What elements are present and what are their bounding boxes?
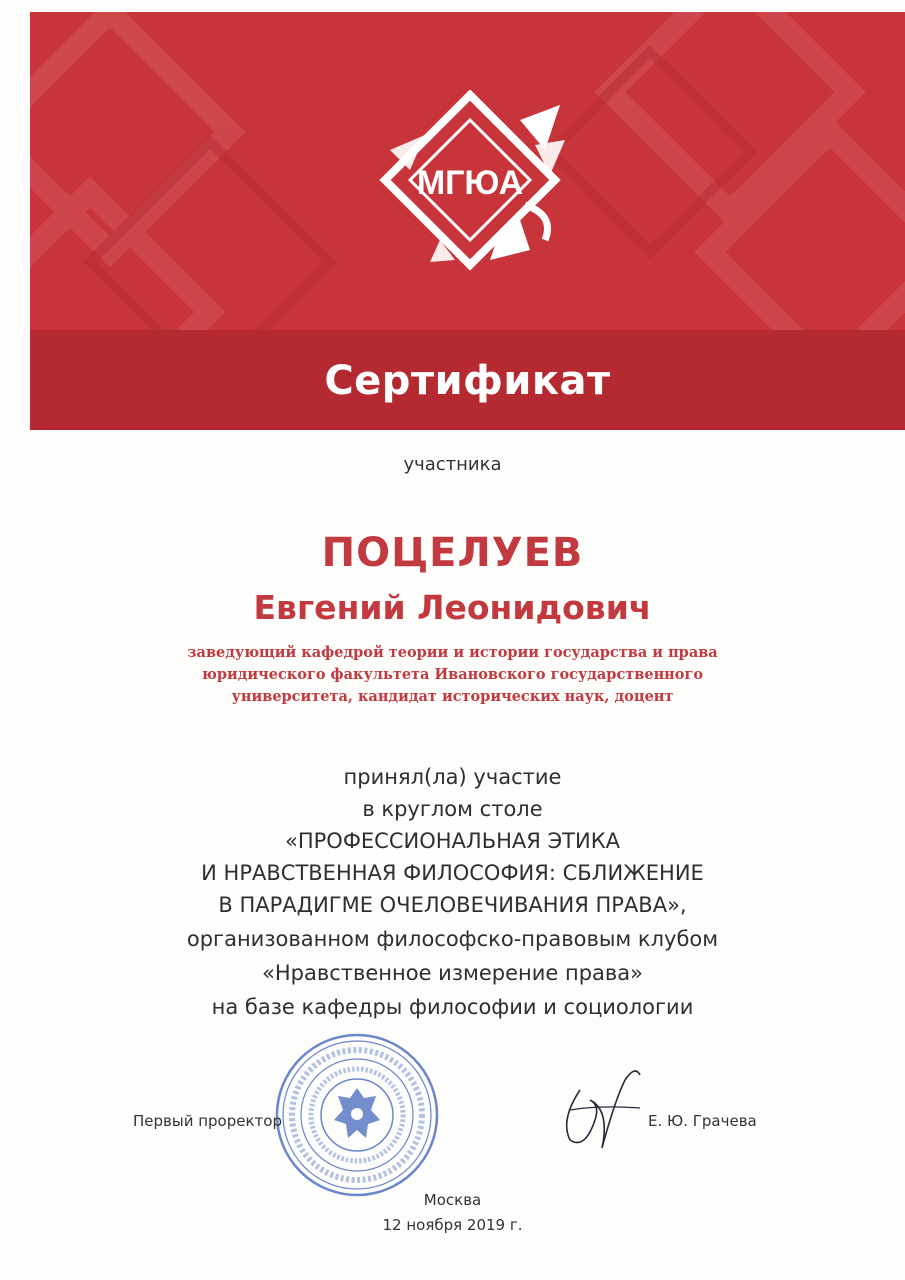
- participant-given-names: Евгений Леонидович: [253, 588, 652, 627]
- event-title-line: «ПРОФЕССИОНАЛЬНАЯ ЭТИКА: [285, 829, 620, 853]
- signatory-name: Е. Ю. Грачева: [648, 1112, 757, 1130]
- body-text-line: принял(ла) участие: [343, 765, 562, 789]
- event-title-line: И НРАВСТВЕННАЯ ФИЛОСОФИЯ: СБЛИЖЕНИЕ: [201, 861, 704, 885]
- club-name-line: «Нравственное измерение права»: [261, 961, 643, 985]
- participant-position-line: университета, кандидат исторических наук, доцент: [231, 688, 674, 705]
- participant-position-line: заведующий кафедрой теории и истории государства и права: [187, 644, 718, 661]
- certificate-subtitle: участника: [403, 454, 502, 475]
- official-seal: [272, 1030, 442, 1200]
- body-text-line: в круглом столе: [362, 797, 543, 821]
- certificate-header: [30, 12, 905, 430]
- participant-position-line: юридического факультета Ивановского государственного: [201, 666, 704, 683]
- body-text-line: организованном философско-правовым клубом: [186, 927, 719, 951]
- issue-date: 12 ноября 2019 г.: [382, 1216, 523, 1234]
- participant-surname: ПОЦЕЛУЕВ: [321, 530, 584, 576]
- certificate-title: Сертификат: [324, 358, 611, 404]
- university-logo: [370, 90, 570, 290]
- event-title-line: В ПАРАДИГМЕ ОЧЕЛОВЕЧИВАНИЯ ПРАВА»,: [218, 893, 687, 917]
- logo-text: МГЮА: [416, 164, 524, 202]
- body-text-line: на базе кафедры философии и социологии: [211, 995, 694, 1019]
- signature: [540, 1060, 670, 1160]
- signatory-role: Первый проректор: [133, 1112, 282, 1130]
- issue-city: Москва: [423, 1191, 482, 1209]
